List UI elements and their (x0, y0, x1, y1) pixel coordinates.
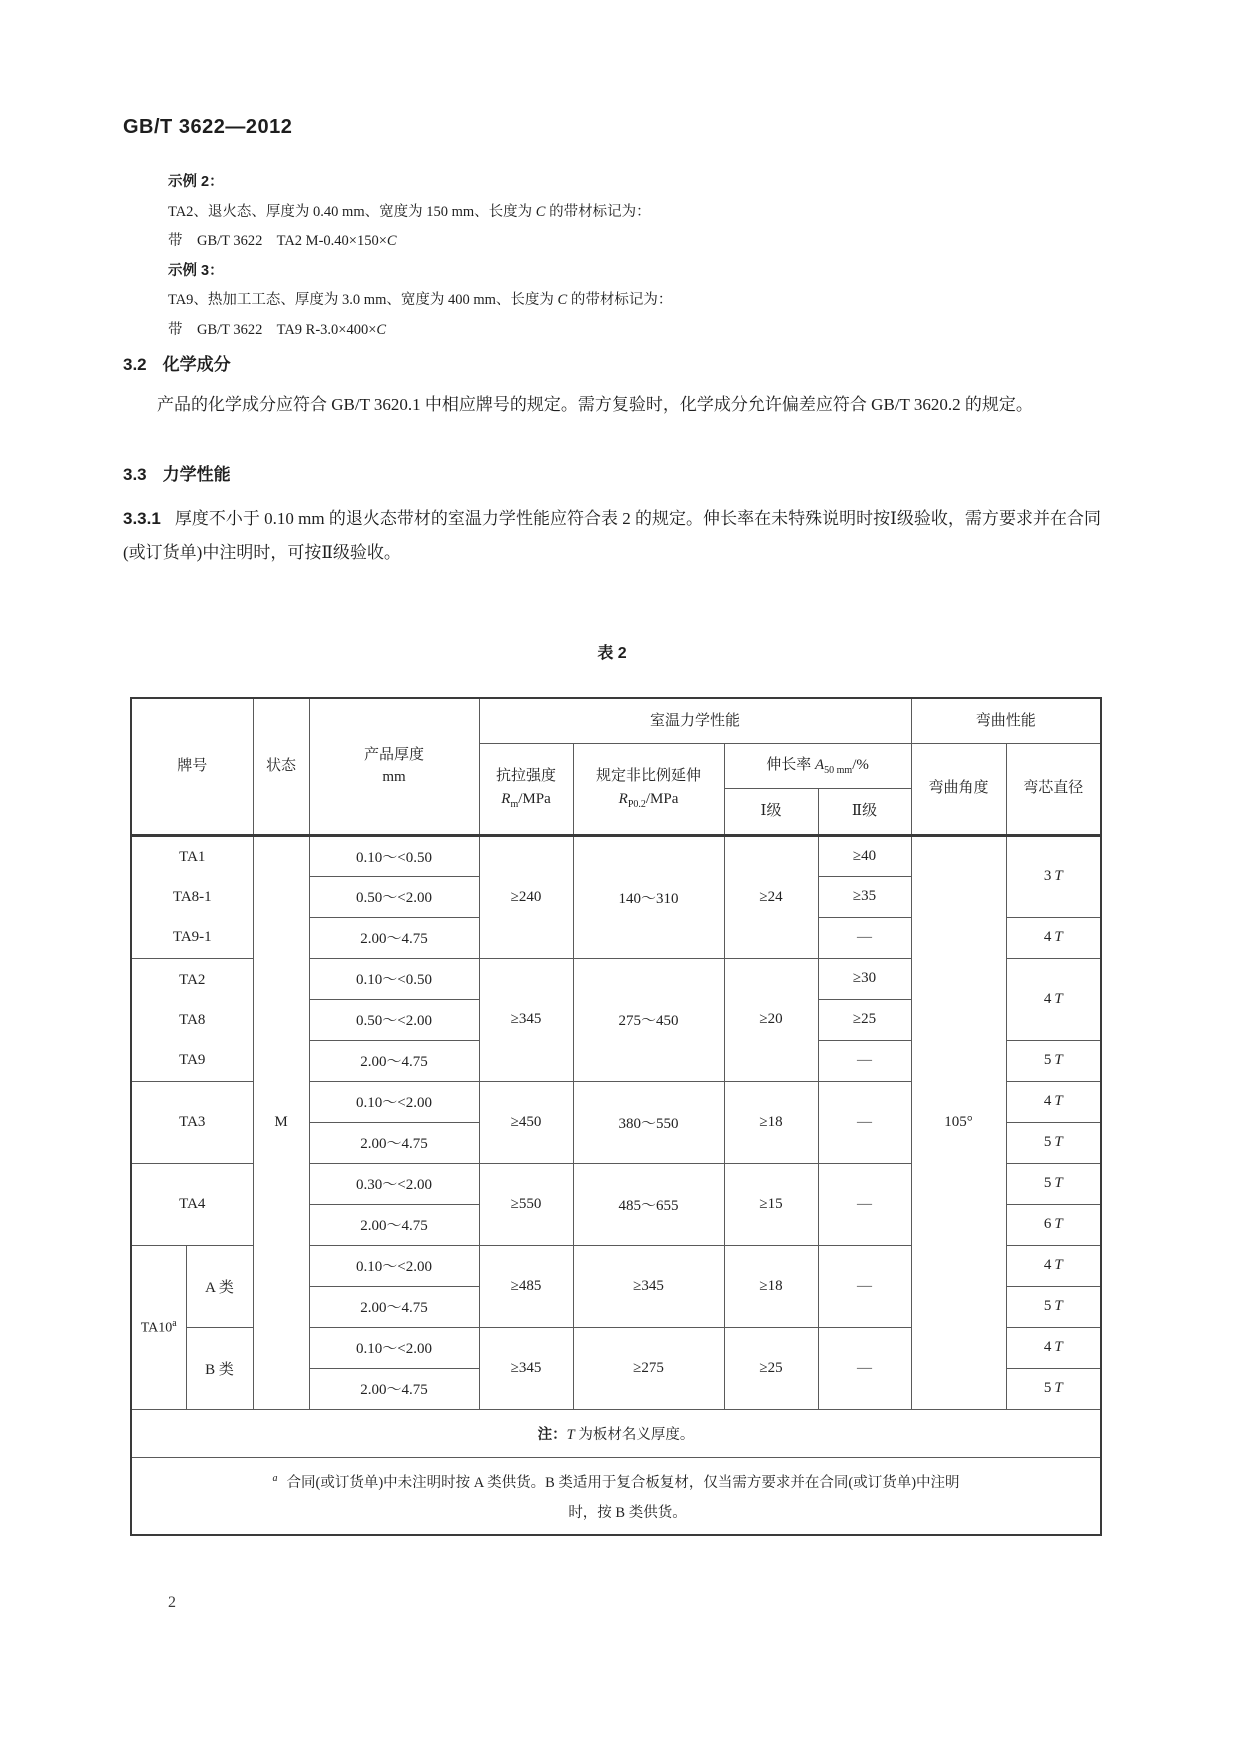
col-header-tensile (479, 743, 573, 835)
bend-core-value (1006, 1040, 1101, 1081)
core-number: 5 (1043, 1380, 1052, 1396)
grade2-value: ≥30 (818, 958, 911, 999)
core-number: 4 (1043, 1093, 1052, 1109)
grade1-value: ≥20 (724, 958, 818, 1081)
grade1-value: ≥15 (724, 1163, 818, 1245)
symbol-T: T (1054, 1216, 1063, 1232)
proof-name: 规定非比例延伸 (596, 768, 702, 785)
example-2-desc-text: TA2、退火态、厚度为 0.40 mm、宽度为 150 mm、长度为 (168, 203, 536, 220)
col-header-state: 状态 (253, 698, 309, 835)
tensile-value: ≥345 (479, 958, 573, 1081)
thickness-range: 0.10～<2.00 (309, 1327, 479, 1368)
brand-group-ta10 (131, 1245, 186, 1409)
standard-number: GB/T 3622—2012 (123, 116, 293, 138)
unit-mpa: /MPa (645, 790, 679, 807)
length-symbol: C (376, 321, 387, 338)
symbol-T: T (566, 1426, 575, 1443)
tensile-value: ≥450 (479, 1081, 573, 1163)
examples-block (168, 168, 998, 345)
core-number: 5 (1043, 1175, 1052, 1191)
col-header-grade-2: Ⅱ级 (818, 788, 911, 835)
footnote-marker-a: a (172, 1317, 177, 1329)
symbol-R: R (618, 790, 628, 807)
core-number: 4 (1043, 1339, 1052, 1355)
symbol-R: R (501, 790, 511, 807)
proof-symbol-unit (574, 788, 724, 812)
example-3-description (168, 286, 998, 316)
brand: TA8 (179, 1011, 206, 1028)
tensile-value: ≥240 (479, 835, 573, 958)
unit-mpa: /MPa (518, 790, 551, 807)
example-2-description (168, 198, 998, 228)
section-number: 3.3 (123, 465, 147, 484)
proof-value: 140～310 (573, 835, 724, 958)
unit-percent: /% (852, 756, 869, 773)
example-2-label: 示例 2： (168, 174, 224, 190)
length-symbol: C (386, 233, 397, 249)
col-header-brand: 牌号 (131, 698, 253, 835)
tensile-value: ≥485 (479, 1245, 573, 1327)
length-symbol: C (535, 203, 546, 220)
proof-value: 485～655 (573, 1163, 724, 1245)
brand: TA10 (140, 1320, 173, 1336)
core-number: 5 (1043, 1052, 1052, 1068)
thickness-range: 0.10～<2.00 (309, 1245, 479, 1286)
group-header-room-temp: 室温力学性能 (479, 698, 911, 743)
bend-angle-value: 105° (911, 835, 1006, 1409)
section-title: 化学成分 (162, 355, 231, 374)
symbol-T: T (1054, 1093, 1063, 1109)
table-caption: 表 2 (597, 645, 627, 662)
group-header-bend: 弯曲性能 (911, 698, 1101, 743)
brand-group-4: TA4 (131, 1163, 253, 1245)
grade2-value: — (818, 1163, 911, 1245)
example-2-code: 带 GB/T 3622 TA2 M-0.40×150× (168, 233, 387, 249)
example-3-designation (168, 316, 998, 346)
core-number: 5 (1043, 1134, 1052, 1150)
symbol-T: T (1054, 1175, 1063, 1191)
grade1-value: ≥25 (724, 1327, 818, 1409)
thickness-range: 2.00～4.75 (309, 917, 479, 958)
brand-group-3: TA3 (131, 1081, 253, 1163)
thickness-range: 0.50～<2.00 (309, 876, 479, 917)
proof-value: ≥345 (573, 1245, 724, 1327)
section-3-3-heading (123, 460, 231, 485)
symbol-T: T (1054, 868, 1063, 884)
thickness-range: 2.00～4.75 (309, 1040, 479, 1081)
thickness-range: 0.10～<0.50 (309, 958, 479, 999)
subscript-m: m (510, 798, 519, 810)
subscript-50mm: 50 mm (824, 764, 853, 776)
col-header-thickness (309, 698, 479, 835)
core-number: 5 (1043, 1298, 1052, 1314)
symbol-A: A (814, 756, 825, 773)
tensile-value: ≥345 (479, 1327, 573, 1409)
brand-group-2 (131, 958, 253, 1081)
symbol-T: T (1054, 929, 1063, 945)
symbol-T: T (1054, 1339, 1063, 1355)
col-header-bend-angle: 弯曲角度 (911, 743, 1006, 835)
tensile-name: 抗拉强度 (496, 768, 557, 785)
grade2-value: — (818, 1040, 911, 1081)
symbol-T: T (1054, 1052, 1063, 1068)
col-header-proof-strength (573, 743, 724, 835)
clause-number: 3.3.1 (123, 509, 161, 528)
thickness-range: 2.00～4.75 (309, 1204, 479, 1245)
core-number: 4 (1043, 1257, 1052, 1273)
brand: TA8-1 (172, 889, 212, 905)
tensile-symbol-unit (480, 788, 573, 812)
grade2-value: — (818, 917, 911, 958)
clause-text: 厚度不小于 0.10 mm 的退火态带材的室温力学性能应符合表 2 的规定。伸长率在未特殊说明时按Ⅰ级验收，需方要求并在合同(或订货单)中注明时，可按Ⅱ级验收。 (123, 509, 1101, 562)
bend-core-value (1006, 958, 1101, 1040)
core-number: 4 (1043, 990, 1052, 1007)
thickness-range: 2.00～4.75 (309, 1122, 479, 1163)
core-number: 3 (1043, 868, 1052, 884)
section-number: 3.2 (123, 355, 147, 374)
proof-value: ≥275 (573, 1327, 724, 1409)
bend-core-value (1006, 1286, 1101, 1327)
example-3-code: 带 GB/T 3622 TA9 R-3.0×400× (168, 321, 377, 338)
example-3-desc-text: TA9、热加工工态、厚度为 3.0 mm、宽度为 400 mm、长度为 (168, 292, 558, 308)
tensile-value: ≥550 (479, 1163, 573, 1245)
grade1-value: ≥18 (724, 1081, 818, 1163)
col-header-bend-core-diameter: 弯芯直径 (1006, 743, 1101, 835)
symbol-T: T (1054, 1380, 1063, 1396)
col-header-grade-1: Ⅰ级 (724, 788, 818, 835)
class-a-label: A 类 (186, 1245, 253, 1327)
thickness-header-line1: 产品厚度 (364, 746, 425, 763)
brand: TA2 (179, 971, 206, 988)
table-2 (130, 697, 1102, 1536)
symbol-T: T (1054, 1134, 1063, 1150)
brand: TA9 (179, 1051, 206, 1068)
footnote-text: 合同(或订货单)中未注明时按 A 类供货。B 类适用于复合板复材，仅当需方要求并在合同(或订货单)中注明 (286, 1474, 960, 1491)
note-label: 注： (537, 1426, 567, 1443)
core-number: 4 (1043, 929, 1052, 945)
example-3-desc-tail: 的带材标记为： (567, 292, 673, 308)
thickness-range: 0.30～<2.00 (309, 1163, 479, 1204)
symbol-T: T (1054, 990, 1063, 1007)
bend-core-value (1006, 1368, 1101, 1409)
grade2-value: ≥40 (818, 835, 911, 876)
grade2-value: ≥35 (818, 876, 911, 917)
page-number: 2 (168, 1594, 176, 1611)
grade2-value: — (818, 1327, 911, 1409)
core-number: 6 (1043, 1216, 1052, 1232)
thickness-range: 0.10～<2.00 (309, 1081, 479, 1122)
grade1-value: ≥24 (724, 835, 818, 958)
example-3-label: 示例 3： (168, 262, 224, 279)
table-note (131, 1409, 1101, 1457)
symbol-T: T (1054, 1257, 1063, 1273)
class-b-label: B 类 (186, 1327, 253, 1409)
grade2-value: — (818, 1081, 911, 1163)
brand: TA9-1 (172, 929, 212, 945)
section-3-2-paragraph: 产品的化学成分应符合 GB/T 3620.1 中相应牌号的规定。需方复验时，化学成分允许偏差应符合 GB/T 3620.2 的规定。 (157, 395, 1033, 414)
symbol-T: T (1054, 1298, 1063, 1314)
note-text: 为板材名义厚度。 (574, 1426, 695, 1443)
table-footnote (131, 1457, 1101, 1535)
grade2-value: — (818, 1245, 911, 1327)
col-header-elongation (724, 743, 911, 788)
thickness-range: 2.00～4.75 (309, 1286, 479, 1327)
bend-core-value (1006, 1122, 1101, 1163)
example-2-designation (168, 227, 998, 257)
section-3-3-1-paragraph (123, 502, 1101, 570)
example-2-desc-tail: 的带材标记为： (545, 203, 651, 220)
length-symbol: C (557, 292, 568, 308)
bend-core-value (1006, 1327, 1101, 1368)
bend-core-value (1006, 1204, 1101, 1245)
thickness-range: 2.00～4.75 (309, 1368, 479, 1409)
section-3-2-heading (123, 350, 231, 375)
footnote-line-2: 时，按 B 类供货。 (568, 1504, 687, 1521)
elongation-name: 伸长率 (766, 756, 815, 773)
section-title: 力学性能 (162, 465, 231, 484)
grade2-value: ≥25 (818, 999, 911, 1040)
bend-core-value (1006, 1081, 1101, 1122)
bend-core-value (1006, 917, 1101, 958)
thickness-range: 0.50～<2.00 (309, 999, 479, 1040)
proof-value: 380～550 (573, 1081, 724, 1163)
brand: TA1 (179, 849, 206, 865)
grade1-value: ≥18 (724, 1245, 818, 1327)
proof-value: 275～450 (573, 958, 724, 1081)
thickness-header-unit: mm (382, 769, 406, 786)
bend-core-value (1006, 835, 1101, 917)
footnote-line-1 (132, 1464, 1100, 1498)
bend-core-value (1006, 1163, 1101, 1204)
brand-group-1 (131, 835, 253, 958)
footnote-marker-a: a (272, 1472, 278, 1484)
state-value: M (253, 835, 309, 1409)
subscript-p02: P0.2 (627, 798, 646, 810)
bend-core-value (1006, 1245, 1101, 1286)
thickness-range: 0.10～<0.50 (309, 835, 479, 876)
